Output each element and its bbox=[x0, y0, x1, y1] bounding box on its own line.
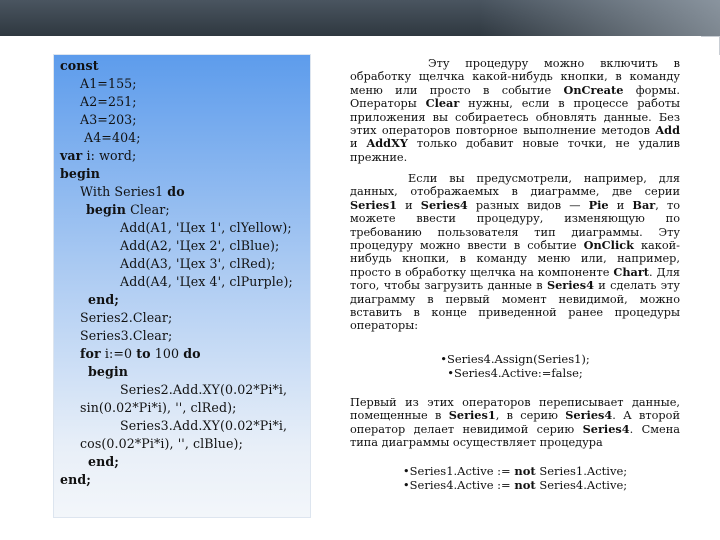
code-line: A2=251; bbox=[80, 94, 137, 109]
bold-term: Clear bbox=[425, 96, 460, 111]
code-keyword: do bbox=[167, 184, 185, 199]
bold-term: Pie bbox=[588, 197, 609, 212]
paragraph-text: Первый из этих операторов переписывает данные, помещенные в bbox=[350, 396, 680, 423]
code-text: i:=0 bbox=[100, 346, 137, 361]
code-line bbox=[60, 147, 136, 165]
paragraph-text: . А второй оператор делает невидимой серию bbox=[350, 409, 680, 436]
bullet-text: Series1.Active; bbox=[535, 464, 628, 478]
paragraph-text: только добавит новые точки, не удалив прежние. bbox=[350, 137, 681, 164]
code-line: end; bbox=[88, 292, 120, 307]
bold-term: not bbox=[514, 478, 536, 492]
code-line: begin bbox=[60, 166, 101, 181]
bullet-item bbox=[350, 464, 680, 478]
bold-term: Series4 bbox=[546, 278, 594, 293]
code-keyword: to bbox=[136, 346, 151, 361]
bold-term: Series1 bbox=[350, 197, 397, 212]
paragraph-text: формы. Операторы bbox=[350, 83, 680, 111]
bold-term: Series4 bbox=[420, 197, 468, 212]
bold-term: Add bbox=[655, 123, 680, 138]
code-keyword: begin bbox=[86, 202, 127, 217]
paragraph-text: и сделать эту диаграмму в первый момент невидимой, можно вставить в конце приведенной ранее процедуры операторы: bbox=[350, 279, 681, 333]
bullet-item bbox=[350, 478, 680, 492]
paragraph-text: , то можете ввести процедуру, изменяющую по требованию пользователя тип диаграммы. Эту процедуру можно ввести в событие bbox=[350, 198, 681, 253]
code-line bbox=[86, 201, 170, 219]
code-keyword: var bbox=[60, 148, 83, 163]
bold-term: Bar bbox=[632, 197, 656, 212]
paragraph-text: . Для того, чтобы загрузить данные в bbox=[350, 265, 680, 293]
slide-corner-decoration bbox=[701, 36, 720, 55]
paragraph-series-switch bbox=[350, 172, 680, 333]
bold-term: Series1 bbox=[448, 408, 496, 423]
code-keyword: for bbox=[80, 346, 101, 361]
bold-term: OnClick bbox=[583, 238, 634, 253]
bold-term: OnCreate bbox=[563, 82, 624, 97]
paragraph-text: , в серию bbox=[495, 409, 566, 423]
code-line: end; bbox=[60, 472, 92, 487]
paragraph-text: какой-нибудь кнопки, в команду меню или, например, просто в обработку щелчка на компоненте bbox=[350, 239, 680, 279]
bullet-list-assign bbox=[350, 352, 680, 380]
code-line: const bbox=[60, 58, 99, 73]
code-keyword: do bbox=[183, 346, 201, 361]
code-line: sin(0.02*Pi*i), '', clRed); bbox=[80, 400, 237, 415]
paragraph-text: и bbox=[608, 198, 633, 212]
code-line: A1=155; bbox=[80, 76, 137, 91]
bullet-text: •Series1.Active := bbox=[402, 464, 515, 478]
code-line bbox=[80, 183, 185, 201]
bold-term: AddXY bbox=[366, 136, 408, 151]
bold-term: Series4 bbox=[582, 421, 630, 436]
code-line: Add(A1, 'Цех 1', clYellow); bbox=[120, 220, 292, 235]
paragraph-text: нужны, если в процессе работы приложения вы собираетесь обновлять данные. Без этих операторов повторное выполнение методов bbox=[350, 97, 681, 138]
code-line: A3=203; bbox=[80, 112, 137, 127]
bullet-item: •Series4.Active:=false; bbox=[447, 366, 583, 380]
code-text: 100 bbox=[150, 346, 184, 361]
bullet-list-toggle bbox=[350, 464, 680, 492]
paragraph-text: . Смена типа диаграммы осуществляет процедура bbox=[350, 422, 680, 450]
code-text: i: word; bbox=[82, 148, 137, 163]
code-line: cos(0.02*Pi*i), '', clBlue); bbox=[80, 436, 243, 451]
code-line: Series2.Clear; bbox=[80, 310, 173, 325]
code-text: Clear; bbox=[126, 202, 170, 217]
paragraph-clear-operators bbox=[350, 57, 680, 164]
bullet-text: •Series4.Active := bbox=[402, 478, 515, 492]
paragraph-text: разных видов — bbox=[467, 198, 589, 212]
code-line: A4=404; bbox=[84, 130, 141, 145]
code-line: Add(A2, 'Цех 2', clBlue); bbox=[120, 238, 280, 253]
paragraph-text: Если вы предусмотрели, например, для данных, отображаемых в диаграмме, две серии bbox=[350, 172, 680, 199]
code-line: Add(A3, 'Цех 3', clRed); bbox=[120, 256, 276, 271]
code-text: With Series1 bbox=[80, 184, 168, 199]
bullet-text: Series4.Active; bbox=[535, 478, 628, 492]
paragraph-text: и bbox=[397, 198, 421, 212]
top-bar-highlight bbox=[480, 0, 720, 36]
bold-term: not bbox=[514, 464, 536, 478]
bold-term: Series4 bbox=[565, 408, 613, 423]
paragraph-text: и bbox=[350, 137, 367, 151]
code-line bbox=[80, 345, 201, 363]
bullet-item: •Series4.Assign(Series1); bbox=[440, 352, 590, 366]
paragraph-text: Эту процедуру можно включить в обработку щелчка какой-нибудь кнопки, в команду меню или просто в событие bbox=[350, 57, 680, 97]
code-line: Add(A4, 'Цех 4', clPurple); bbox=[120, 274, 293, 289]
code-line: begin bbox=[88, 364, 129, 379]
code-panel bbox=[54, 55, 310, 517]
bold-term: Chart bbox=[613, 264, 650, 279]
code-line: end; bbox=[88, 454, 120, 469]
code-line: Series3.Clear; bbox=[80, 328, 173, 343]
paragraph-assign-explain bbox=[350, 396, 680, 450]
code-line: Series3.Add.XY(0.02*Pi*i, bbox=[120, 418, 288, 433]
code-line: Series2.Add.XY(0.02*Pi*i, bbox=[120, 382, 288, 397]
